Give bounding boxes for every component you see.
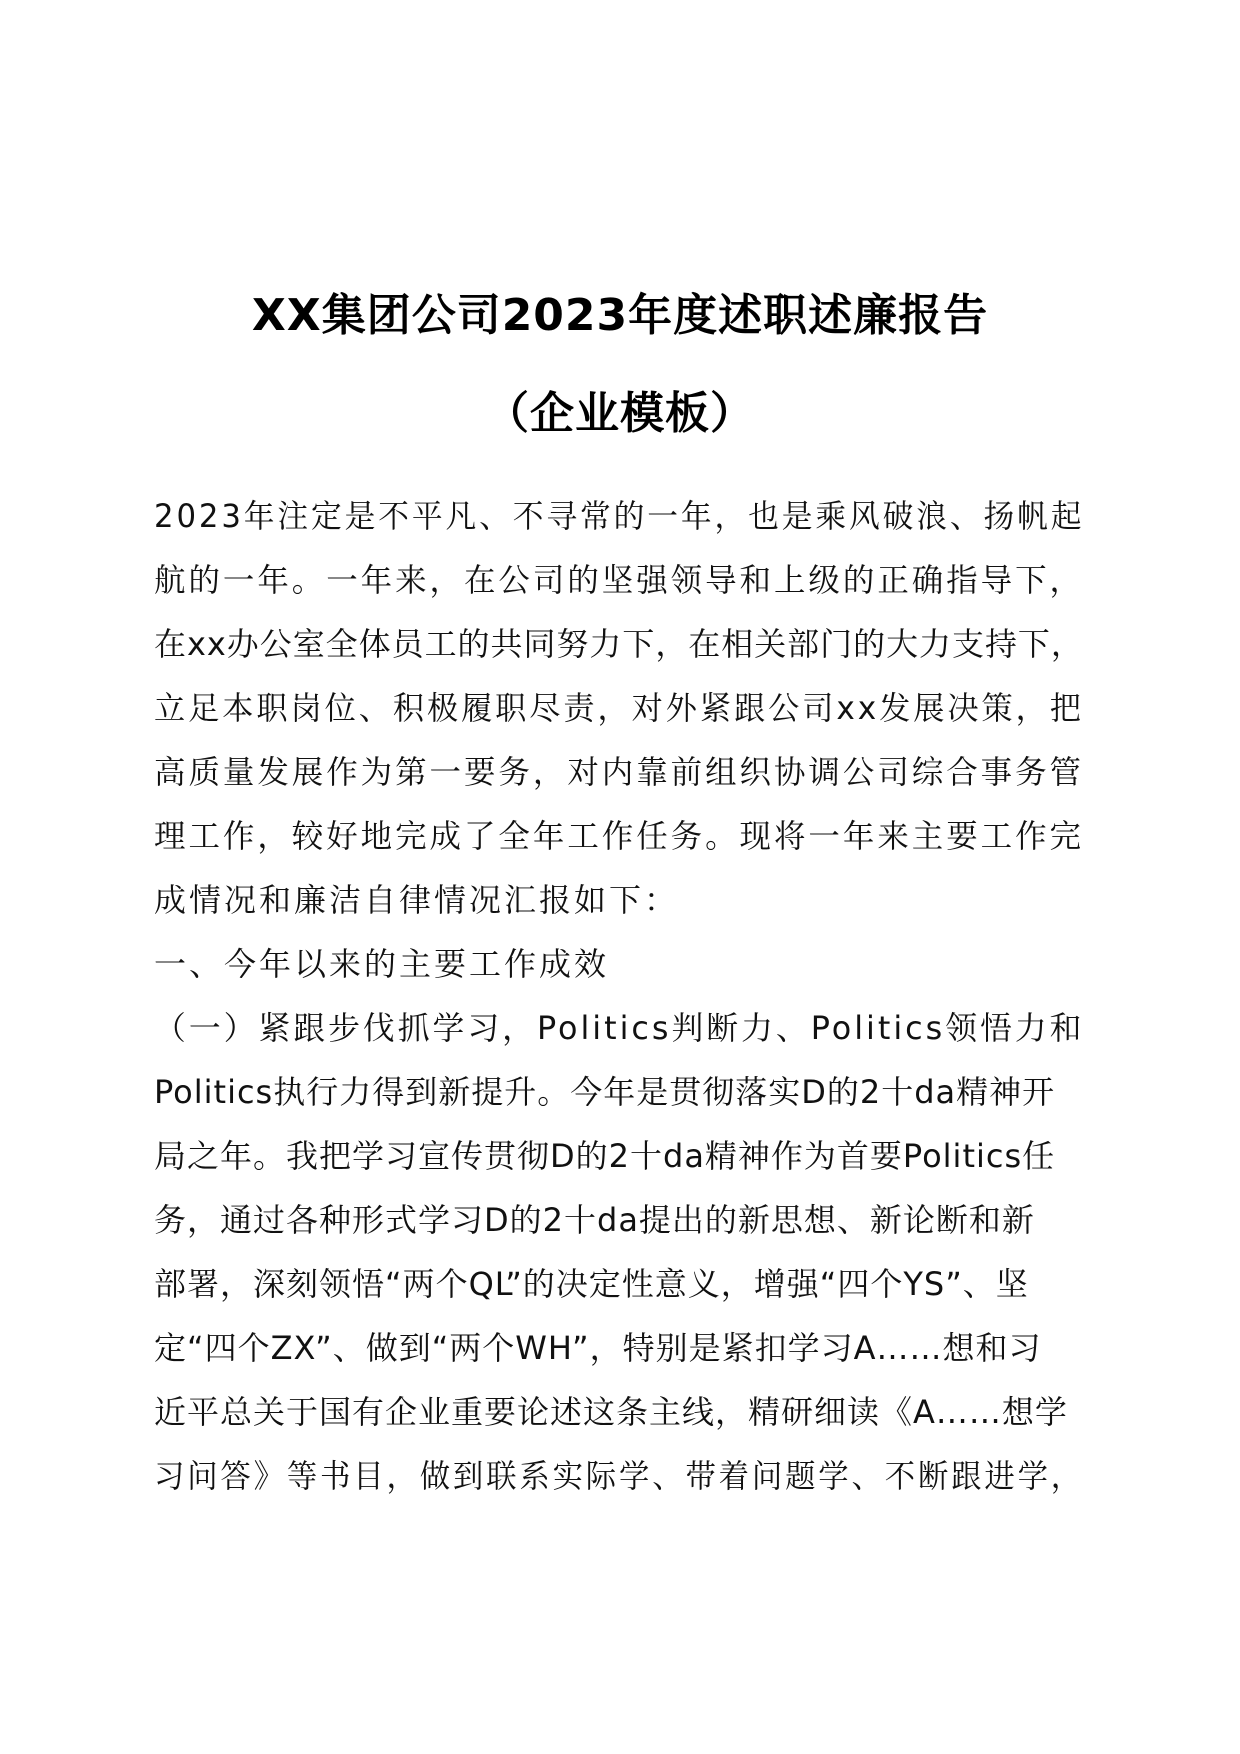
- body-line: Politics执行力得到新提升。今年是贯彻落实D的2十da精神开: [154, 1073, 1056, 1111]
- body-line: 局之年。我把学习宣传贯彻D的2十da精神作为首要Politics任: [154, 1137, 1056, 1175]
- body-line: 航的一年。一年来，在公司的坚强领导和上级的正确指导下，: [154, 561, 1084, 599]
- document-subtitle: （企业模板）: [485, 388, 755, 439]
- body-line: 成情况和廉洁自律情况汇报如下：: [154, 881, 680, 919]
- body-line: 在xx办公室全体员工的共同努力下，在相关部门的大力支持下，: [154, 625, 1084, 663]
- body-line: 习问答》等书目，做到联系实际学、带着问题学、不断跟进学，: [154, 1457, 1085, 1495]
- body-line: 2023年注定是不平凡、不寻常的一年，也是乘风破浪、扬帆起: [154, 497, 1085, 535]
- section-heading: 一、今年以来的主要工作成效: [154, 945, 610, 983]
- body-line: 务，通过各种形式学习D的2十da提出的新思想、新论断和新: [154, 1201, 1035, 1239]
- body-line: 近平总关于国有企业重要论述这条主线，精研细读《A……想学: [154, 1393, 1068, 1431]
- body-line: 立足本职岗位、积极履职尽责，对外紧跟公司xx发展决策，把: [154, 689, 1084, 727]
- subsection-heading: （一）紧跟步伐抓学习，Politics判断力、Politics领悟力和: [154, 1009, 1085, 1047]
- body-line: 理工作，较好地完成了全年工作任务。现将一年来主要工作完: [154, 817, 1084, 855]
- body-line: 高质量发展作为第一要务，对内靠前组织协调公司综合事务管: [154, 753, 1084, 791]
- document-title: XX集团公司2023年度述职述廉报告: [251, 290, 989, 341]
- body-line: 部署，深刻领悟“两个QL”的决定性意义，增强“四个YS”、坚: [154, 1265, 1029, 1303]
- body-line: 定“四个ZX”、做到“两个WH”，特别是紧扣学习A……想和习: [154, 1329, 1042, 1367]
